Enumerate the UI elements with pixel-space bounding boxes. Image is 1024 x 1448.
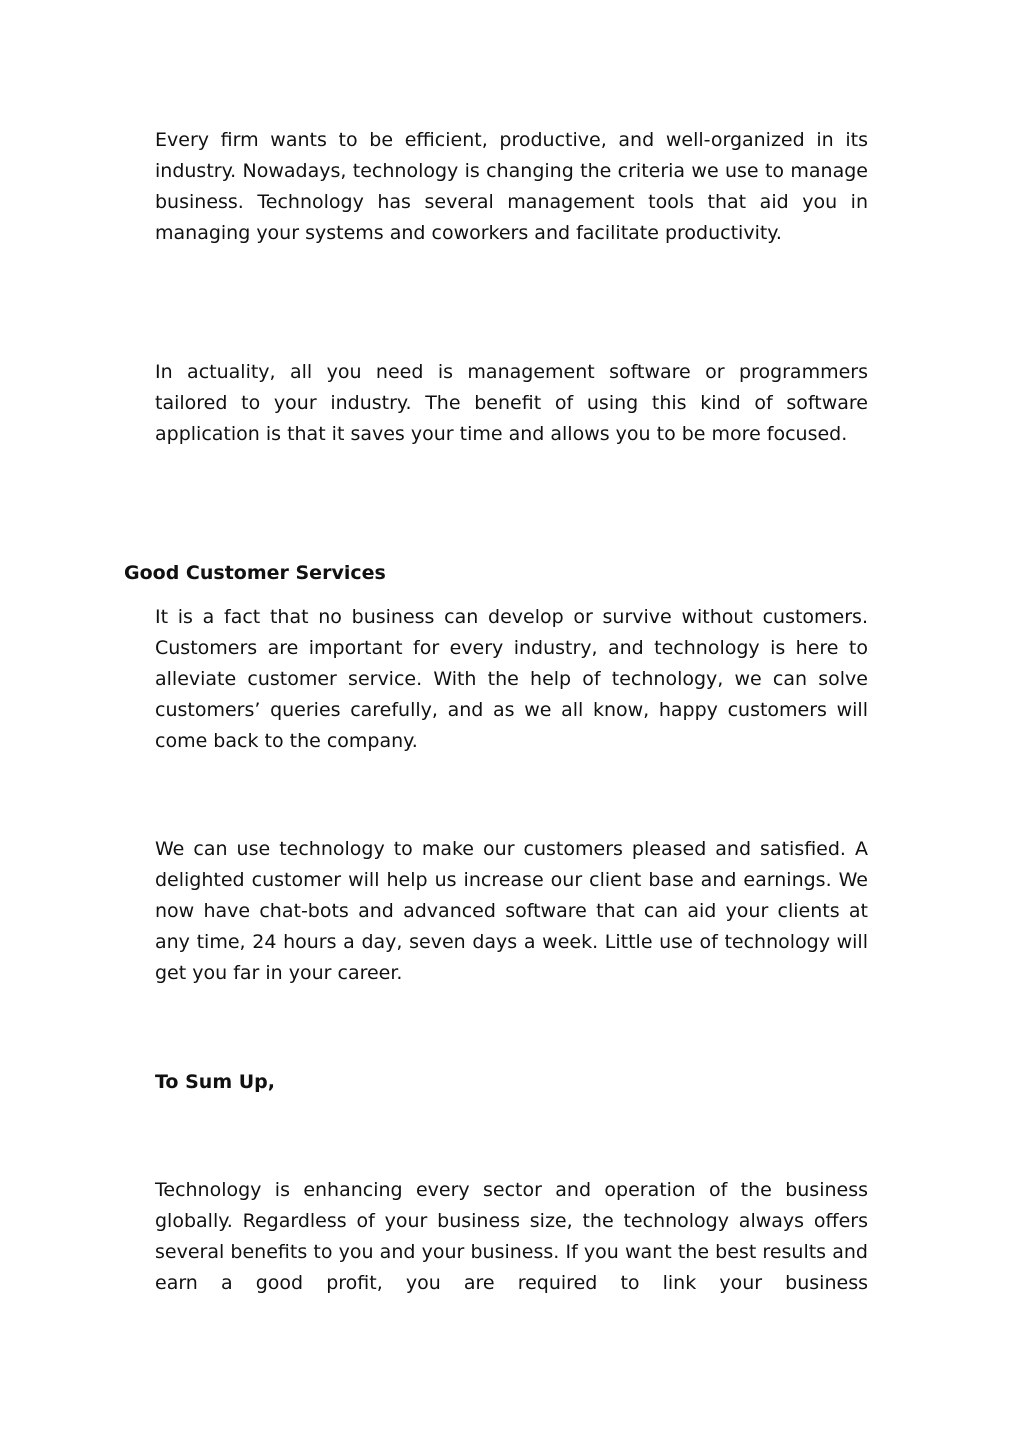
paragraph-customers: It is a fact that no business can develop or survive without customers. Customers are important for every industry, and technology is here to alleviate customer service. With the help of technology, we can solve customers’ queries carefully, and as we all know, happy customers will come back to the company. — [155, 606, 868, 752]
paragraph-efficiency: Every firm wants to be efficient, productive, and well-organized in its industry. Nowadays, technology is changing the criteria we use to manage business. Technology has several management tools that aid you in managing your systems and coworkers and facilitate productivity. — [155, 129, 868, 244]
heading-to-sum-up: To Sum Up, — [155, 1071, 275, 1093]
paragraph-management-software: In actuality, all you need is management software or programmers tailored to your industry. The benefit of using this kind of software application is that it saves your time and allows you to be more focused. — [155, 361, 868, 445]
paragraph-conclusion: Technology is enhancing every sector and operation of the business globally. Regardless of your business size, the technology always offers several benefits to you and your business. If you want the best results and earn a good profit, you are required to link your business — [155, 1179, 868, 1294]
heading-good-customer-services: Good Customer Services — [124, 562, 386, 584]
paragraph-technology-customers: We can use technology to make our customers pleased and satisfied. A delighted customer will help us increase our client base and earnings. We now have chat-bots and advanced software that can aid your clients at any time, 24 hours a day, seven days a week. Little use of technology will get you far in your career. — [155, 838, 868, 984]
